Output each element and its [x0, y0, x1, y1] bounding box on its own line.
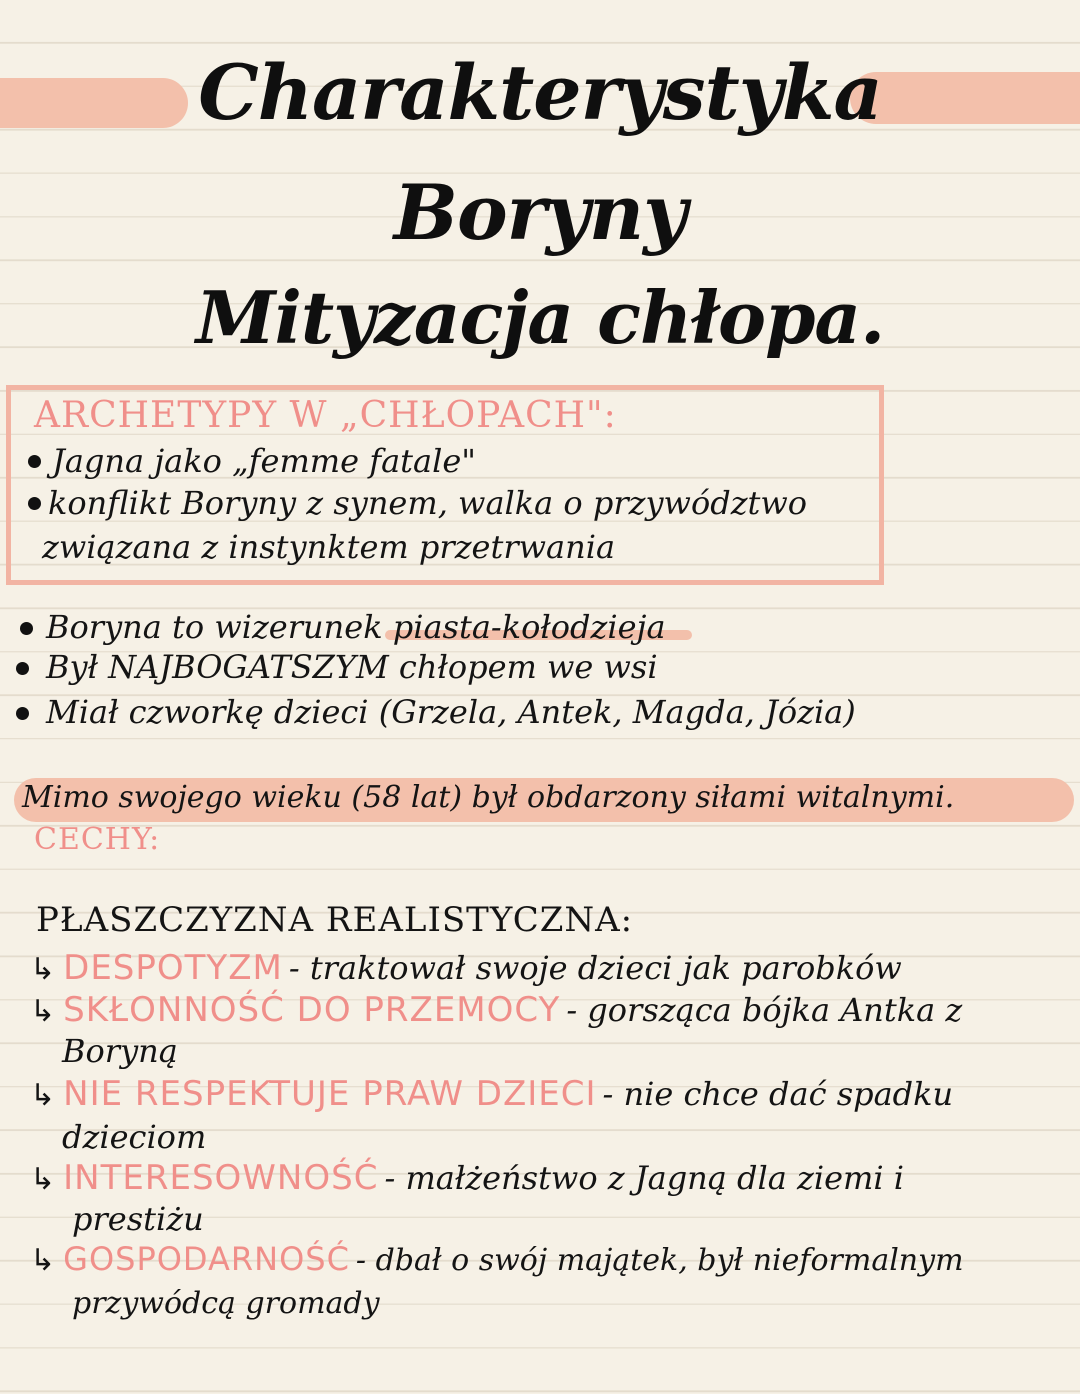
trait-description-cont: Boryną — [62, 1032, 178, 1070]
arrow-icon: ↳ — [30, 1162, 56, 1197]
bullet-dot — [20, 622, 33, 635]
traits-label: CECHY: — [34, 822, 161, 857]
arrow-icon: ↳ — [30, 994, 56, 1029]
archetypes-heading: ARCHETYPY W „CHŁOPACH": — [34, 395, 617, 436]
fact-item-1-highlight — [393, 608, 666, 646]
fact-item-1-text: Boryna to wizerunek — [46, 608, 383, 646]
trait-label: DESPOTYZM — [63, 948, 283, 988]
trait-description: - nie chce dać spadku — [602, 1075, 954, 1113]
bullet-dot — [28, 455, 41, 468]
bullet-dot — [28, 497, 41, 510]
trait-description: - traktował swoje dzieci jak parobków — [288, 949, 902, 987]
trait-description-cont: prestiżu — [72, 1200, 204, 1238]
trait-item — [30, 1240, 964, 1278]
vitality-text: Mimo swojego wieku (58 lat) był obdarzony siłami witalnymi. — [22, 780, 955, 815]
trait-label: NIE RESPEKTUJE PRAW DZIECI — [63, 1074, 597, 1114]
fact-item-1-term: piasta-kołodzieja — [392, 608, 666, 646]
fact-item-2: Był NAJBOGATSZYM chłopem we wsi — [46, 648, 658, 686]
trait-label: SKŁONNOŚĆ DO PRZEMOCY — [63, 990, 561, 1030]
trait-item — [30, 1158, 904, 1198]
trait-item — [30, 948, 902, 988]
archetype-item-conflict: konflikt Boryny z synem, walka o przywództwo — [48, 484, 808, 522]
trait-description-cont: przywódcą gromady — [72, 1286, 380, 1321]
page-subtitle: Mityzacja chłopa. — [195, 275, 885, 360]
page-title-line2: Boryny — [393, 168, 687, 257]
arrow-icon: ↳ — [30, 1243, 56, 1278]
arrow-icon: ↳ — [30, 1078, 56, 1113]
trait-label: INTERESOWNOŚĆ — [63, 1158, 379, 1198]
arrow-icon: ↳ — [30, 952, 56, 987]
archetype-item-conflict-cont: związana z instynktem przetrwania — [42, 528, 616, 566]
trait-description: - małżeństwo z Jagną dla ziemi i — [384, 1159, 905, 1197]
trait-description-cont: dzieciom — [62, 1118, 207, 1156]
fact-item-1 — [46, 608, 666, 646]
trait-description: - dbał o swój majątek, był nieformalnym — [355, 1243, 964, 1278]
realistic-heading: PŁASZCZYZNA REALISTYCZNA: — [36, 900, 634, 940]
bullet-dot — [16, 707, 29, 720]
page-title: Charakterystyka — [198, 48, 882, 137]
archetype-item-jagna: Jagna jako „femme fatale" — [52, 442, 476, 480]
trait-description: - gorsząca bójka Antka z — [566, 991, 963, 1029]
trait-item — [30, 1074, 953, 1114]
fact-item-3: Miał czworkę dzieci (Grzela, Antek, Magda, Józia) — [46, 693, 856, 731]
trait-label: GOSPODARNOŚĆ — [63, 1240, 350, 1278]
bullet-dot — [16, 662, 29, 675]
trait-item — [30, 990, 962, 1030]
